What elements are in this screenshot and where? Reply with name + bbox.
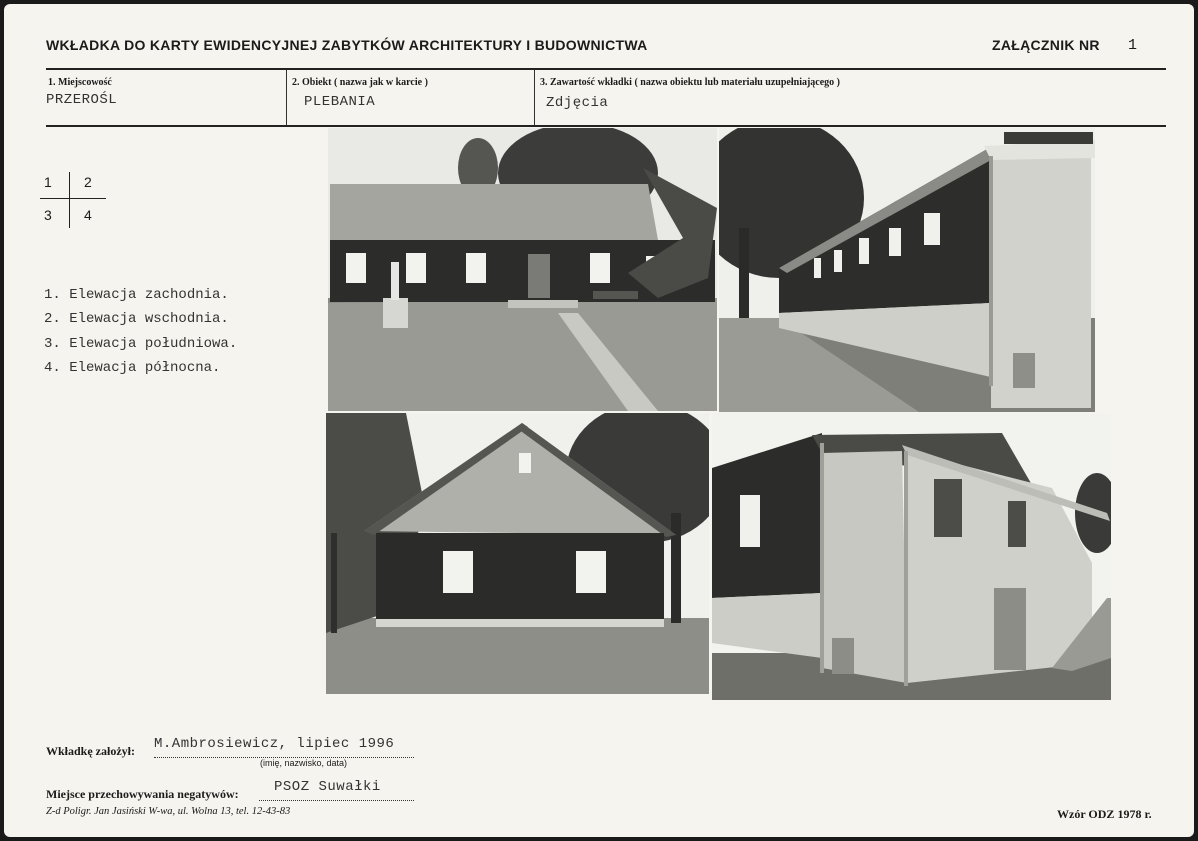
photo-3 xyxy=(326,413,709,694)
grid-cross-vertical xyxy=(69,172,70,228)
annex-label: ZAŁĄCZNIK NR xyxy=(992,37,1100,53)
grid-number-4: 4 xyxy=(84,207,92,223)
caption-4: 4. Elewacja północna. xyxy=(44,360,221,376)
sheet-title: WKŁADKA DO KARTY EWIDENCYJNEJ ZABYTKÓW ARCHITEKTURY I BUDOWNICTWA xyxy=(46,37,648,53)
header-rule-bottom xyxy=(46,125,1166,127)
caption-1: 1. Elewacja zachodnia. xyxy=(44,287,229,303)
object-value: PLEBANIA xyxy=(304,94,376,110)
record-sheet xyxy=(4,4,1194,837)
object-label: 2. Obiekt ( nazwa jak w karcie ) xyxy=(292,77,428,88)
contents-value: Zdjęcia xyxy=(546,95,609,111)
field-divider-1 xyxy=(286,70,287,125)
locality-label: 1. Miejscowość xyxy=(48,77,112,88)
photo-1 xyxy=(328,128,717,411)
founder-value: M.Ambrosiewicz, lipiec 1996 xyxy=(154,736,395,752)
annex-number: 1 xyxy=(1128,37,1138,54)
grid-number-3: 3 xyxy=(44,207,52,223)
contents-label: 3. Zawartość wkładki ( nazwa obiektu lub materiału uzupełniającego ) xyxy=(540,77,841,88)
grid-number-1: 1 xyxy=(44,174,52,190)
caption-3: 3. Elewacja południowa. xyxy=(44,336,238,352)
header-rule-top xyxy=(46,68,1166,70)
photo-2 xyxy=(719,128,1095,412)
locality-value: PRZEROŚL xyxy=(46,92,118,108)
founder-hint: (imię, nazwisko, data) xyxy=(260,758,348,768)
grid-cross-horizontal xyxy=(40,198,106,199)
founder-label: Wkładkę założył: xyxy=(46,744,135,758)
field-divider-2 xyxy=(534,70,535,125)
grid-number-2: 2 xyxy=(84,174,92,190)
caption-2: 2. Elewacja wschodnia. xyxy=(44,311,229,327)
photo-4 xyxy=(712,413,1111,700)
printer-credit: Z-d Poligr. Jan Jasiński W-wa, ul. Wolna 13, tel. 12-43-83 xyxy=(46,806,291,817)
negatives-label: Miejsce przechowywania negatywów: xyxy=(46,787,239,801)
form-number: Wzór ODZ 1978 r. xyxy=(1057,807,1152,821)
negatives-value: PSOZ Suwałki xyxy=(274,779,381,795)
negatives-dotted-line xyxy=(259,800,414,801)
